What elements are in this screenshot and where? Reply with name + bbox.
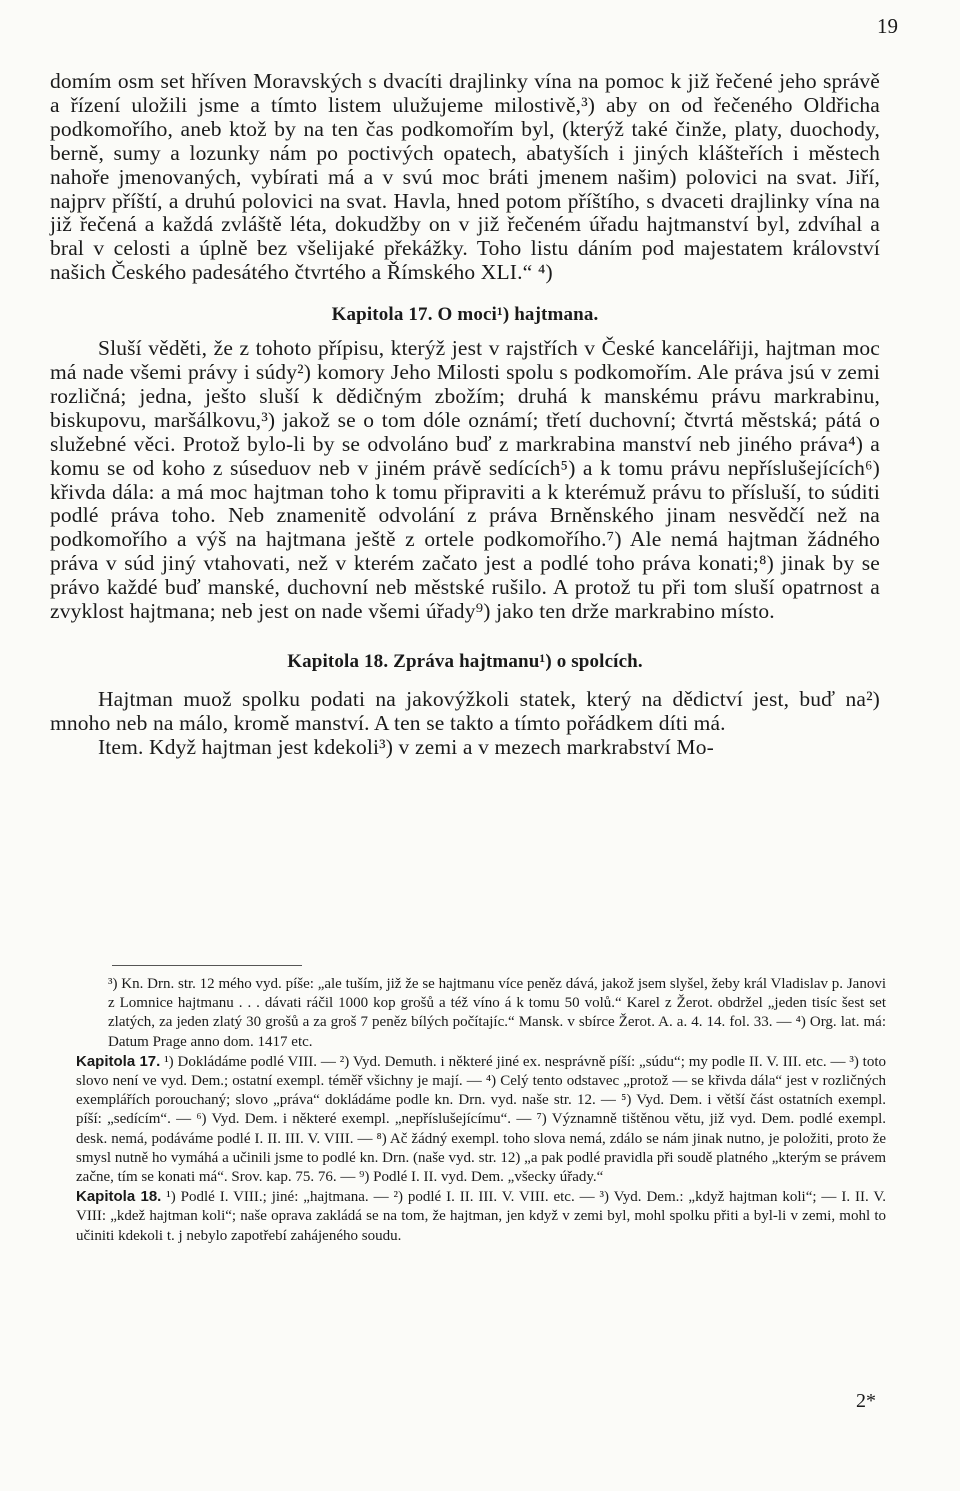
- chapter-18-paragraph-1: Hajtman muož spolku podati na jakovýžkoli statek, který na dědictví jest, buď na²) mnoho neb na málo, kromě manství. A ten se takto a tímto pořádkem díti má.: [50, 686, 880, 735]
- chapter-17-paragraph: Sluší věděti, že z tohoto přípisu, kterýž jest v rajstřích v České kancelářiji, hajtman moc má nade všemi právy i súdy²) komory Jeho Milosti spolu s podkomořím. Ale práva jsú v zemi rozličná; jedna, ješto sluší k dědičným zbožím; druhá k manskému právu markrabinu, biskupovu, maršálkovu,³) jakož se o tom dóle oznámí; třetí duchovní; čtvrtá městská; pátá o služebné věci. Protož bylo-li by se odvoláno buď z markrabina manství neb jiného práva⁴) a komu se od koho z súseduov neb v jiném právě sedících⁵) a k tomu právu nepříslušejících⁶) křivda dála: a má moc hajtman toho k tomu připraviti a k kterémuž právu to přísluší, to súditi podlé práva toho. Neb znamenitě odvolání z práva Brněnského jinam nesvědčí než na podkomořího a výš na hajtmana ještě z ortele podkomořího.⁷) Ale nemá hajtman žádného práva v súd jiný vtahovati, než v kterém začato jest a podlé toho práva konati;⁸) jinak by se právo každé buď manské, duchovní neb městské rušilo. A protož tu při tom sluší opatrnost a zvyklost hajtmana; neb jest on nade všemi úřady⁹) jako ten drže markrabino místo.: [50, 336, 880, 624]
- signature-mark: 2*: [856, 1390, 876, 1412]
- main-text: [50, 70, 880, 760]
- footnote-divider: [112, 965, 302, 966]
- chapter-17-heading: Kapitola 17. O moci¹) hajtmana.: [331, 304, 599, 326]
- intro-paragraph: domím osm set hříven Moravských s dvacíti drajlinky vína na pomoc k již řečené jeho správě a řízení uložili jsme a tímto listem ulužujeme milostivě,³) aby on od řečeného Oldřicha podkomořího, aneb ktož by na ten čas podkomořím byl, (kterýž také činže, platy, duochody, berně, sumy a lozunky nám po poctivých opatech, abatyších i jiných klášteřích i městech nahoře jmenovaných, vybírati má a v svú moc bráti jmenem našim) polovici na svat. Jiří, najprv příští, a druhú polovici na svat. Havla, hned potom příštího, s dvaceti drajlinky vína na již řečená a každá zvláště léta, dokudžby on v již řečeném úřadu hajtmanství byl, zdvíhal a bral v celosti a úplně bez všelijaké překážky. Toho listu dáním pod majestatem království našich Českého padesátého čtvrtého a Římského XLI.“ ⁴): [50, 69, 880, 285]
- footnote-chapter-18: [76, 1187, 886, 1246]
- footnote-chapter-18-label: Kapitola 18.: [76, 1188, 162, 1206]
- footnote-chapter-17: [76, 1052, 886, 1187]
- footnote-chapter-18-text: ¹) Podlé I. VIII.; jiné: „hajtmana. — ²) podlé I. II. III. V. VIII. etc. — ³) Vyd. Dem.: „když hajtman koli“; — I. II. V. VIII: „kdež hajtman koli“; naše oprava zakládá se na tom, že hajtman, jen když v zemi byl, mohl spolku přiti a byl-li v zemi, mohl to učiniti kdekoli t. j nebylo zapotřebí zahájeného soudu.: [76, 1189, 886, 1244]
- page-number: 19: [877, 14, 898, 38]
- chapter-18-paragraph-2: Item. Když hajtman jest kdekoli³) v zemi a v mezech markrabství Mo-: [98, 734, 714, 759]
- chapter-18-heading: Kapitola 18. Zpráva hajtmanu¹) o spolcích.: [287, 650, 643, 672]
- footnote-chapter-17-text: ¹) Dokládáme podlé VIII. — ²) Vyd. Demuth. i některé jiné ex. nesprávně píší: „súdu“; my podle II. V. III. etc. — ³) toto slovo není ve vyd. Dem.; ostatní exempl. téměř všichny je mají. — ⁴) Celý tento odstavec „protož — se křivda dála“ jest v rozličných exemplářích porouchaný; slovo „práva“ dokládáme podle kn. Drn. vyd. naše str. 12. — ⁵) Vyd. Dem. i větší část ostatních exempl. píší: „sedícím“. — ⁶) Vyd. Dem. i některé exempl. „nepříslušejícímu“. — ⁷) Významně tištěnou větu, již vyd. Dem. podlé exempl. desk. nemá, podáváme podlé I. II. III. V. VIII. — ⁸) Ač žádný exempl. toho slova nemá, zdálo se nám jinak nutno, je položiti, proto že smysl nutně ho vymáhá a učinili jsme to podlé kn. Drn. (naše vyd. str. 12) „a pak podlé pravidla při soudě platného „kterým se právem začne, tím se konati má“. Srov. kap. 75. 76. — ⁹) Podlé I. II. vyd. Dem. „všecky úřady.“: [76, 1053, 887, 1186]
- footnote-previous-chapter: ³) Kn. Drn. str. 12 mého vyd. píše: „ale tuším, již že se hajtmanu více peněz dává, jakož jsem slyšel, žeby král Vladislav p. Janovi z Lomnice hajtmanu . . . dávati ráčil 1000 kop grošů a též víno á k tomu 50 volů.“ Karel z Žerot. obdržel „jeden tisíc šest set zlatých, za jeden zlatý 30 grošů a za groš 7 peněz bílých počítajíc.“ Mansk. v sbírce Žerot. A. a. 4. 14. fol. 33. — ⁴) Org. lat. má: Datum Prage anno dom. 1417 etc.: [108, 976, 886, 1050]
- footnotes: [76, 975, 886, 1246]
- footnote-chapter-17-label: Kapitola 17.: [76, 1052, 161, 1070]
